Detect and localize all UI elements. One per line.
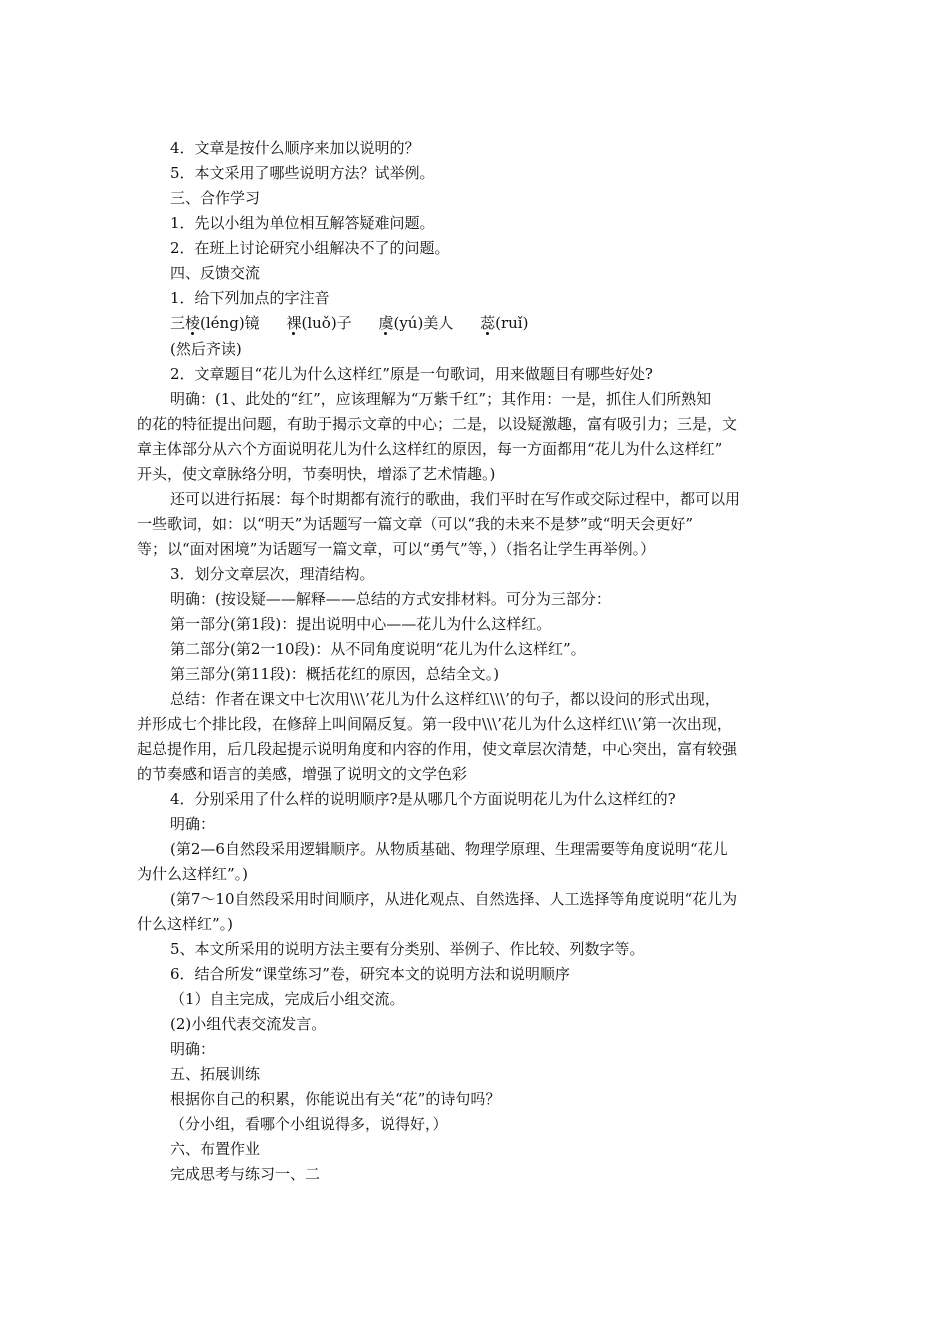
dotted-char: 蕊 [480,314,496,332]
feedback-item-6: 6．结合所发“课堂练习”卷，研究本文的说明方法和说明顺序 [170,965,570,983]
section-heading-6: 六、布置作业 [170,1140,261,1158]
coop-item-1: 1．先以小组为单位相互解答疑难问题。 [170,214,435,232]
answer-text: (第2—6自然段采用逻辑顺序。从物质基础、物理学原理、生理需要等角度说明“花儿 [170,840,728,858]
summary-text: 的节奏感和语言的美感，增强了说明文的文学色彩 [137,765,468,783]
section-heading-4: 四、反馈交流 [170,264,261,282]
pinyin-item: 蕊(ruǐ) [480,314,529,332]
extension-text: 还可以进行拓展：每个时期都有流行的歌曲，我们平时在写作或交际过程中，都可以用 [170,490,741,508]
answer-text: 章主体部分从六个方面说明花儿为什么这样红的原因，每一方面都用“花儿为什么这样红” [137,440,723,458]
dotted-char: 裸 [286,314,302,332]
summary-text: 并形成七个排比段，在修辞上叫间隔反复。第一段中\\\’花儿为什么这样红\\\’第一次出现， [137,715,732,733]
feedback-item-5: 5、本文所采用的说明方法主要有分类别、举例子、作比较、列数字等。 [170,940,645,958]
answer-text: 的花的特征提出问题，有助于揭示文章的中心；二是，以设疑激趣，富有吸引力；三是，文 [137,415,738,433]
dotted-char: 棱 [185,314,201,332]
summary-text: 总结：作者在课文中七次用\\\’花儿为什么这样红\\\’的句子，都以设问的形式出现， [170,690,720,708]
summary-text: 起总提作用，后几段起提示说明角度和内容的作用，使文章层次清楚，中心突出，富有较强 [137,740,738,758]
feedback-item-4: 4．分别采用了什么样的说明顺序?是从哪几个方面说明花儿为什么这样红的? [170,790,676,808]
answer-text: 什么这样红”。) [137,915,234,933]
extension-text: 一些歌词，如：以“明天”为话题写一篇文章（可以“我的未来不是梦”或“明天会更好” [137,515,694,533]
answer-text: 开头，使文章脉络分明，节奏明快，增添了艺术情趣。) [137,465,496,483]
sub-item-1: （1）自主完成，完成后小组交流。 [170,990,405,1008]
extension-note: （分小组，看哪个小组说得多，说得好，） [170,1115,448,1133]
extension-text: 等；以“面对困境”为话题写一篇文章，可以“勇气”等，）（指名让学生再举例。） [137,540,656,558]
section-heading-5: 五、拓展训练 [170,1065,261,1083]
dotted-char: 虞 [378,314,394,332]
part-1: 第一部分(第1段)：提出说明中心——花儿为什么这样红。 [170,615,552,633]
section-heading-3: 三、合作学习 [170,189,261,207]
answer-label: 明确： [170,815,216,833]
part-2: 第二部分(第2一10段)：从不同角度说明“花儿为什么这样红”。 [170,640,586,658]
answer-text: 明确：(1、此处的“红”，应该理解为“万紫千红”；其作用：一是，抓住人们所熟知 [170,390,712,408]
feedback-item-1: 1．给下列加点的字注音 [170,289,330,307]
sub-item-2: (2)小组代表交流发言。 [170,1015,327,1033]
extension-prompt: 根据你自己的积累，你能说出有关“花”的诗句吗？ [170,1090,501,1108]
feedback-item-3: 3．划分文章层次，理清结构。 [170,565,375,583]
question-5: 5．本文采用了哪些说明方法？试举例。 [170,164,435,182]
part-3: 第三部分(第11段)：概括花红的原因，总结全文。) [170,665,500,683]
question-4: 4．文章是按什么顺序来加以说明的？ [170,139,420,157]
pinyin-item: 虞(yú)美人 [378,314,454,332]
answer-text: (第7～10自然段采用时间顺序，从进化观点、自然选择、人工选择等角度说明“花儿为 [170,890,738,908]
pinyin-row [170,311,813,335]
answer-text: 明确：(按设疑——解释——总结的方式安排材料。可分为三部分： [170,590,611,608]
answer-label: 明确： [170,1040,216,1058]
coop-item-2: 2．在班上讨论研究小组解决不了的问题。 [170,239,450,257]
answer-text: 为什么这样红”。) [137,865,249,883]
homework-text: 完成思考与练习一、二 [170,1165,321,1183]
read-aloud-note: (然后齐读) [170,340,242,358]
pinyin-item: 三棱(léng)镜 [170,314,260,332]
pinyin-item: 裸(luǒ)子 [286,314,352,332]
feedback-item-2: 2．文章题目“花儿为什么这样红”原是一句歌词，用来做题目有哪些好处? [170,365,653,383]
